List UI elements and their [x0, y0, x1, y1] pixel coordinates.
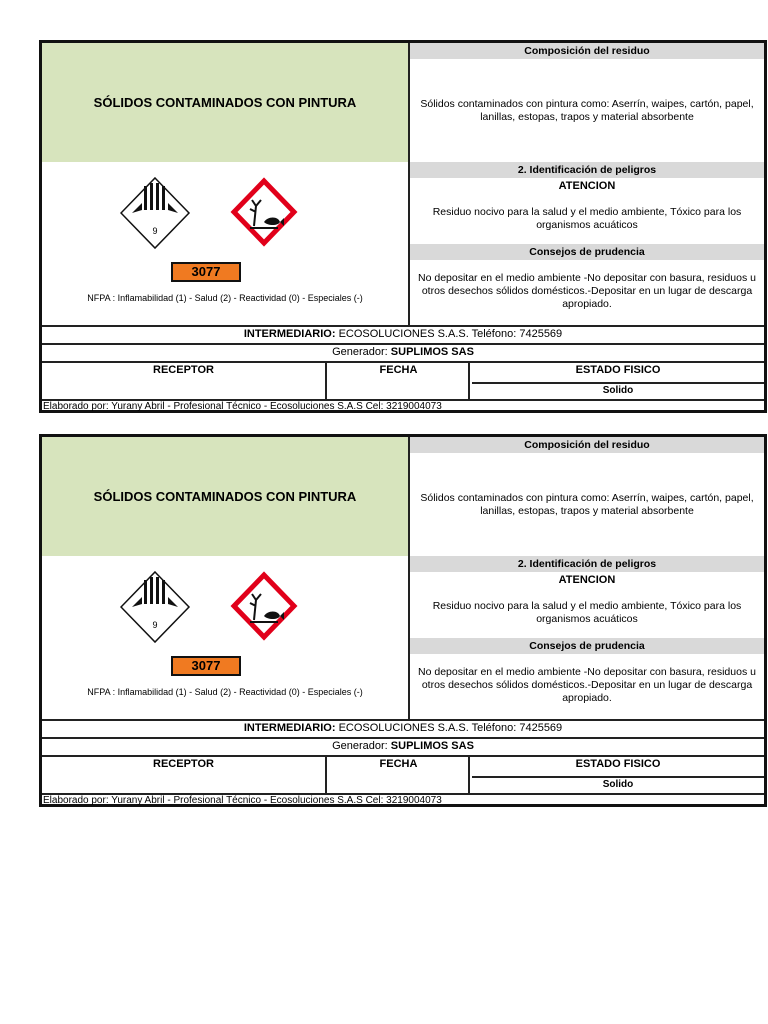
generator-row [42, 737, 764, 755]
precaution-text: No depositar en el medio ambiente -No depositar con basura, residuos u otros desechos sólidos domésticos.-Depositar en un lugar de descarga apropiado. [418, 272, 756, 310]
phone-value: 7425569 [519, 328, 563, 340]
waste-label-1 [39, 40, 767, 413]
label-top [42, 43, 764, 325]
label-right-panel [410, 437, 764, 719]
precaution-header: Consejos de prudencia [410, 638, 764, 654]
precaution-text: No depositar en el medio ambiente -No depositar con basura, residuos u otros desechos sólidos domésticos.-Depositar en un lugar de descarga apropiado. [418, 666, 756, 704]
waste-label-2 [39, 434, 767, 807]
waste-title: SÓLIDOS CONTAMINADOS CON PINTURA [93, 489, 357, 504]
hazard-pictograms [120, 570, 310, 645]
estado-cell [472, 363, 764, 399]
generator-label: Generador: [332, 740, 388, 752]
composition-text: Sólidos contaminados con pintura como: Aserrín, waipes, cartón, papel, lanillas, estopas, trapos y material absorbente [420, 492, 754, 517]
composition-header: Composición del residuo [410, 437, 764, 453]
intermediary-label: INTERMEDIARIO: [243, 722, 336, 734]
svg-text:9: 9 [152, 226, 158, 236]
un-number-plate: 3077 [171, 262, 241, 282]
fecha-header: FECHA [379, 364, 418, 376]
signal-word: ATENCION [558, 180, 616, 192]
fecha-header: FECHA [379, 758, 418, 770]
nfpa-rating: NFPA : Inflamabilidad (1) - Salud (2) - Reactividad (0) - Especiales (-) [87, 687, 363, 697]
intermediary-value: ECOSOLUCIONES S.A.S. [338, 328, 469, 340]
receptor-cell [42, 757, 327, 793]
receptor-header: RECEPTOR [153, 758, 214, 770]
generator-value: SUPLIMOS SAS [390, 740, 474, 752]
hazard-text: Residuo nocivo para la salud y el medio ambiente, Tóxico para los organismos acuáticos [432, 206, 742, 231]
intermediary-row [42, 719, 764, 737]
svg-text:9: 9 [152, 620, 158, 630]
environment-hazard-icon [234, 181, 294, 243]
phone-label: Teléfono: [471, 328, 517, 340]
label-top [42, 437, 764, 719]
generator-row [42, 343, 764, 361]
hazard-header: 2. Identificación de peligros [410, 556, 764, 572]
title-box [42, 43, 408, 162]
generator-value: SUPLIMOS SAS [390, 346, 474, 358]
label-left-panel [42, 437, 410, 719]
class-9-diamond-icon [121, 572, 189, 642]
hazard-text: Residuo nocivo para la salud y el medio ambiente, Tóxico para los organismos acuáticos [432, 600, 742, 625]
hazard-header: 2. Identificación de peligros [410, 162, 764, 178]
hazard-pictograms [120, 176, 310, 251]
phone-label: Teléfono: [471, 722, 517, 734]
waste-title: SÓLIDOS CONTAMINADOS CON PINTURA [93, 95, 357, 110]
estado-value: Solido [472, 382, 764, 399]
generator-label: Generador: [332, 346, 388, 358]
intermediary-value: ECOSOLUCIONES S.A.S. [338, 722, 469, 734]
un-number-plate: 3077 [171, 656, 241, 676]
estado-cell [472, 757, 764, 793]
estado-value: Solido [472, 776, 764, 793]
info-grid [42, 361, 764, 399]
intermediary-label: INTERMEDIARIO: [243, 328, 336, 340]
phone-value: 7425569 [519, 722, 563, 734]
fecha-cell [329, 363, 470, 399]
intermediary-row [42, 325, 764, 343]
environment-hazard-icon [234, 575, 294, 637]
composition-header: Composición del residuo [410, 43, 764, 59]
receptor-header: RECEPTOR [153, 364, 214, 376]
estado-header: ESTADO FISICO [575, 364, 661, 376]
nfpa-rating: NFPA : Inflamabilidad (1) - Salud (2) - Reactividad (0) - Especiales (-) [87, 293, 363, 303]
estado-header: ESTADO FISICO [575, 758, 661, 770]
signal-word: ATENCION [558, 574, 616, 586]
fecha-cell [329, 757, 470, 793]
label-right-panel [410, 43, 764, 325]
receptor-cell [42, 363, 327, 399]
precaution-header: Consejos de prudencia [410, 244, 764, 260]
class-9-diamond-icon [121, 178, 189, 248]
label-left-panel [42, 43, 410, 325]
title-box [42, 437, 408, 556]
info-grid [42, 755, 764, 793]
footer-credit: Elaborado por: Yurany Abril - Profesional Técnico - Ecosoluciones S.A.S Cel: 3219004073 [42, 793, 764, 807]
composition-text: Sólidos contaminados con pintura como: Aserrín, waipes, cartón, papel, lanillas, estopas, trapos y material absorbente [420, 98, 754, 123]
footer-credit: Elaborado por: Yurany Abril - Profesional Técnico - Ecosoluciones S.A.S Cel: 3219004073 [42, 399, 764, 413]
